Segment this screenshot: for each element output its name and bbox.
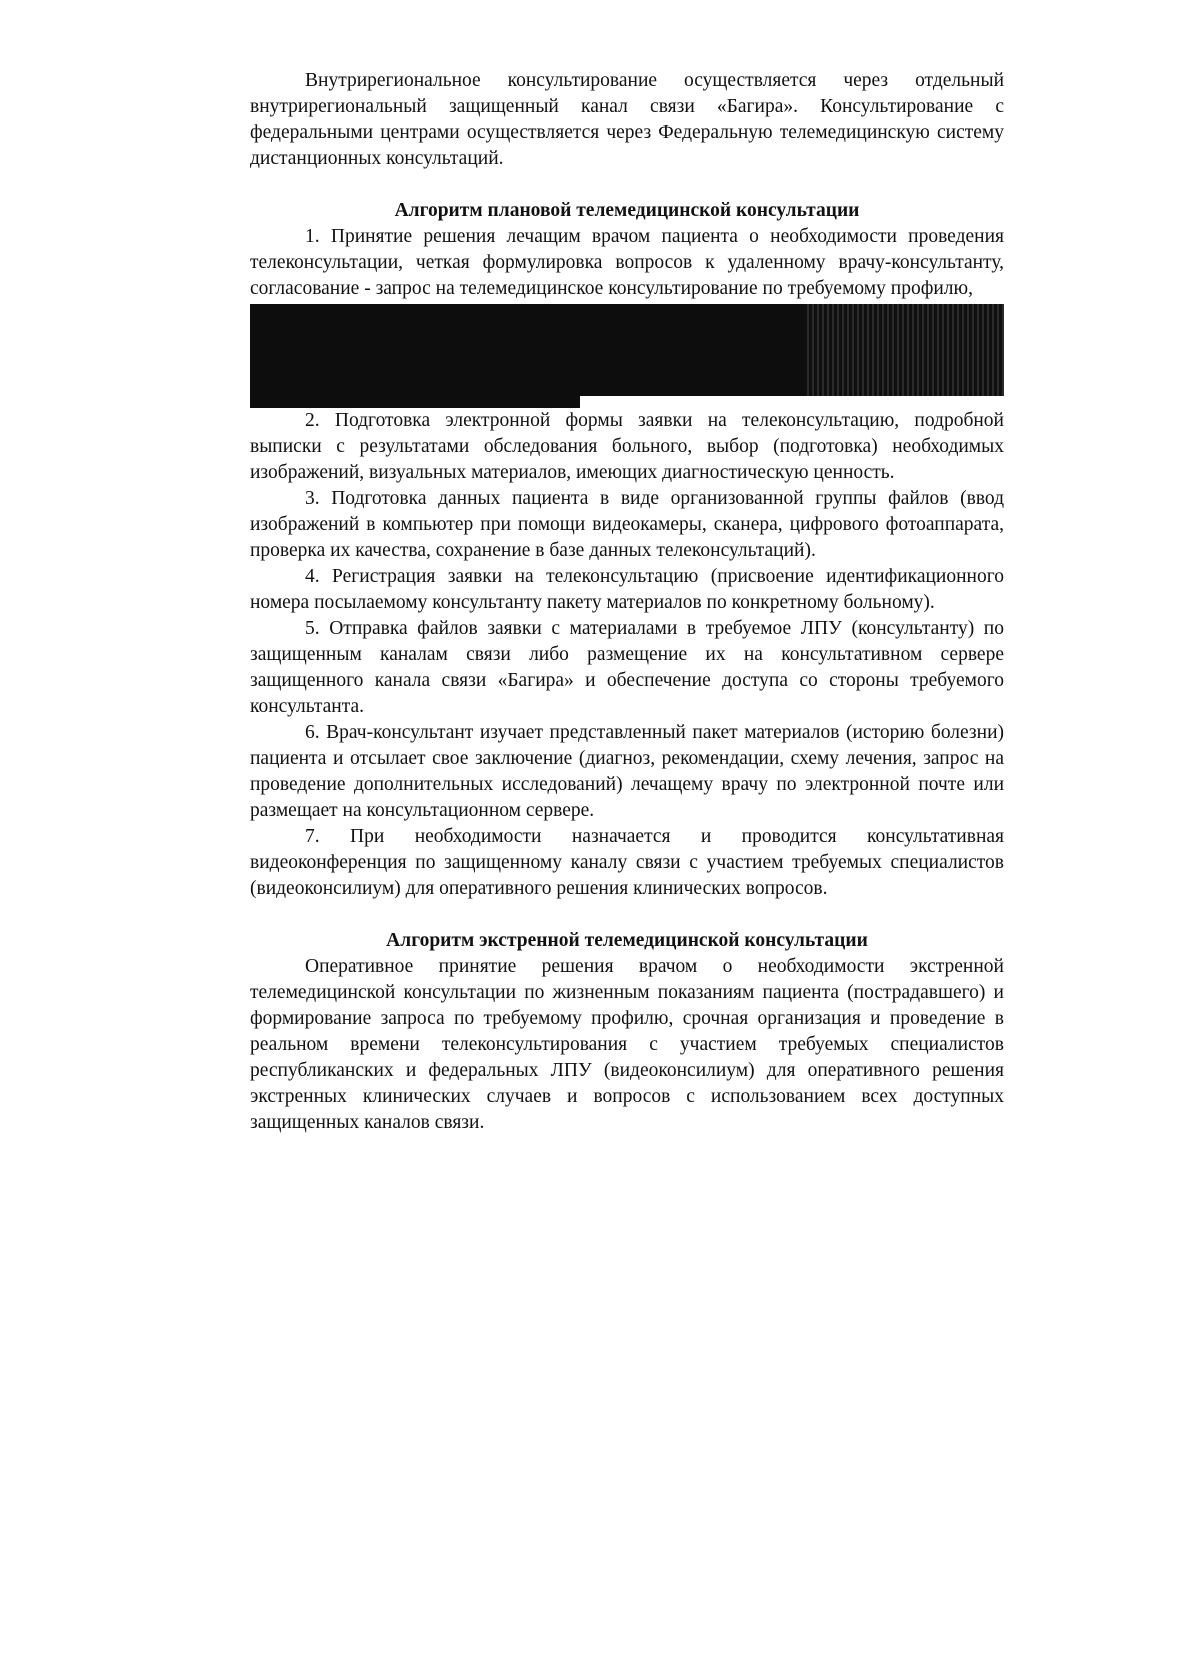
planned-consultation-heading: Алгоритм плановой телемедицинской консультации	[394, 200, 860, 221]
step-4: 4. Регистрация заявки на телеконсультацию (присвоение идентификационного номера посылаемому консультанту пакету материалов по конкретному больному).	[250, 566, 1004, 613]
redacted-block	[250, 304, 1004, 396]
step-1: 1. Принятие решения лечащим врачом пациента о необходимости проведения телеконсультации, четкая формулировка вопросов к удаленному врачу-консультанту, согласование - запрос на телемедицинское консультирование по требуемому профилю,	[250, 226, 1004, 299]
emergency-paragraph: Оперативное принятие решения врачом о необходимости экстренной телемедицинской консультации по жизненным показаниям пациента (пострадавшего) и формирование запроса по требуемому профилю, срочная организация и проведение в реальном времени телеконсультирования с участием требуемых специалистов республиканских и федеральных ЛПУ (видеоконсилиум) для оперативного решения экстренных клинических случаев и вопросов с использованием всех доступных защищенных каналов связи.	[250, 956, 1004, 1133]
step-6: 6. Врач-консультант изучает представленный пакет материалов (историю болезни) пациента и отсылает свое заключение (диагноз, рекомендации, схему лечения, запрос на проведение дополнительных исследований) лечащему врачу по электронной почте или размещает на консультационном сервере.	[250, 722, 1004, 821]
intro-section	[250, 68, 1004, 172]
redacted-block-tail	[250, 396, 580, 408]
step-5: 5. Отправка файлов заявки с материалами в требуемое ЛПУ (консультанту) по защищенным каналам связи либо размещение их на консультативном сервере защищенного канала связи «Багира» и обеспечение доступа со стороны требуемого консультанта.	[250, 618, 1004, 717]
document-body	[250, 68, 1004, 1136]
intro-paragraph: Внутрирегиональное консультирование осуществляется через отдельный внутрирегиональный защищенный канал связи «Багира». Консультирование с федеральными центрами осуществляется через Федеральную телемедицинскую систему дистанционных консультаций.	[250, 70, 1004, 169]
step-3: 3. Подготовка данных пациента в виде организованной группы файлов (ввод изображений в компьютер при помощи видеокамеры, сканера, цифрового фотоаппарата, проверка их качества, сохранение в базе данных телеконсультаций).	[250, 488, 1004, 561]
step-2: 2. Подготовка электронной формы заявки на телеконсультацию, подробной выписки с результатами обследования больного, выбор (подготовка) необходимых изображений, визуальных материалов, имеющих диагностическую ценность.	[250, 410, 1004, 483]
emergency-consultation-heading: Алгоритм экстренной телемедицинской консультации	[386, 930, 868, 951]
step-7: 7. При необходимости назначается и проводится консультативная видеоконференция по защищенному каналу связи с участием требуемых специалистов (видеоконсилиум) для оперативного решения клинических вопросов.	[250, 826, 1004, 899]
